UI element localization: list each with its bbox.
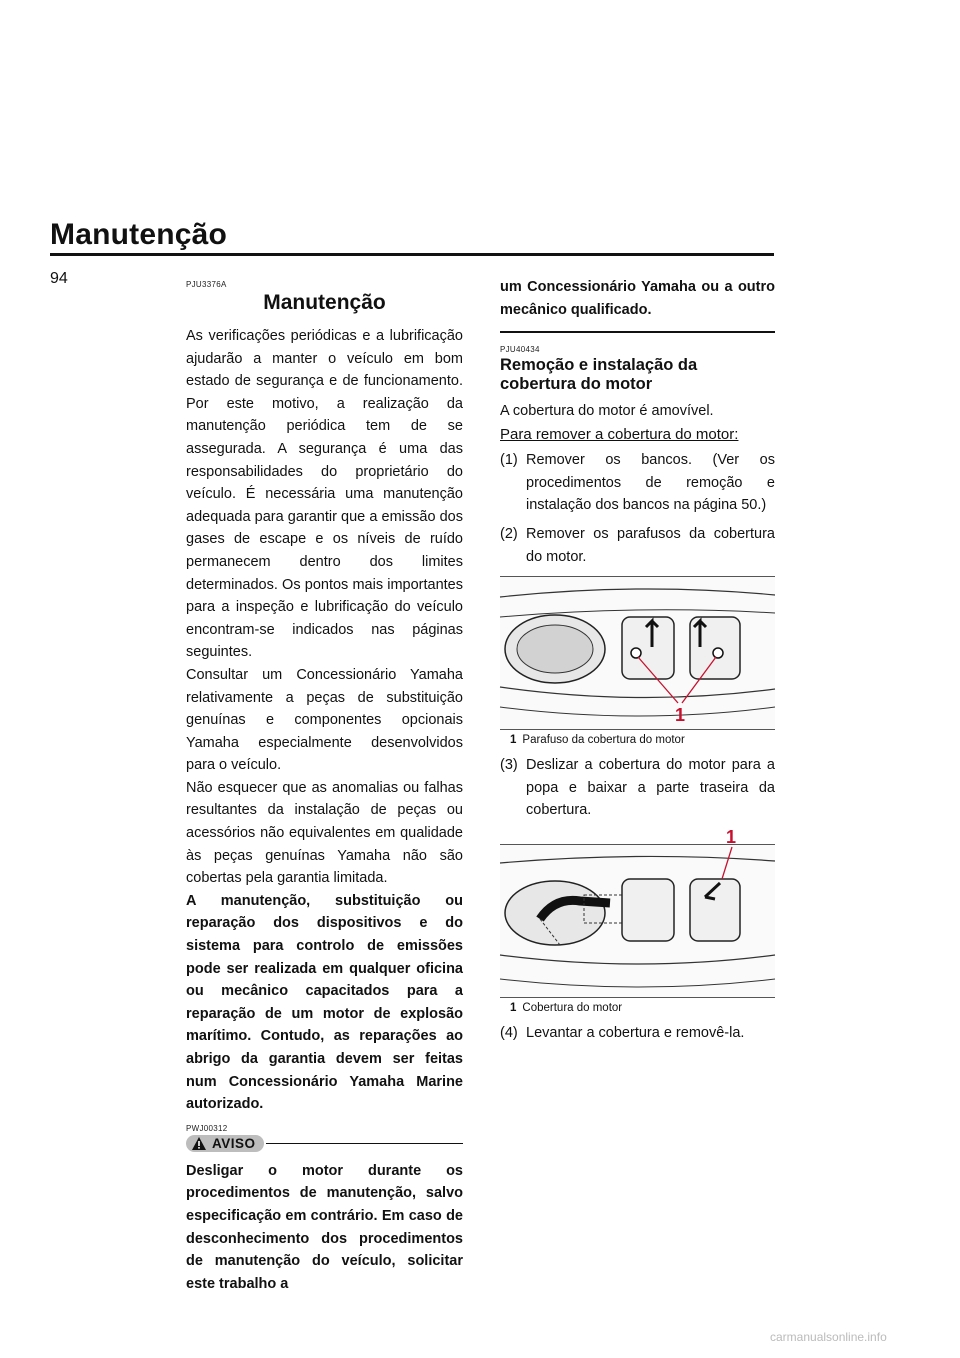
warning-text: Desligar o motor durante os procedimentos de manutenção, salvo especificação em contrário. Em caso de desconhecimento dos procedimentos de manutenção do veículo, solicitar este trabalho a <box>186 1162 463 1292</box>
step-number: (3) <box>500 757 518 774</box>
left-column <box>186 280 463 1295</box>
warning-code: PWJ00312 <box>186 1123 228 1133</box>
warning-label: AVISO <box>212 1135 256 1151</box>
header-rule <box>50 253 774 256</box>
figure-callout: 1 <box>726 827 737 848</box>
warning-rule <box>266 1143 463 1145</box>
step-text: Remover os parafusos da cobertura do motor. <box>526 526 775 565</box>
step-text: Deslizar a cobertura do motor para a popa e baixar a parte traseira da cobertura. <box>526 757 775 819</box>
figure-engine-cover-bolts <box>500 576 775 730</box>
page-number: 94 <box>50 270 68 287</box>
section-code: PJU3376A <box>186 280 227 289</box>
section-heading: Remoção e instalação da cobertura do motor <box>500 355 698 393</box>
maintenance-paragraph-bold: A manutenção, substituição ou reparação dos dispositivos e do sistema para controlo de emissões pode ser realizada em qualquer oficina ou mecânico capacitados para a reparação de um motor de explosão marítimo. Contudo, as reparações ao abrigo da garantia devem ser feitas num Concessionário Yamaha Marine autorizado. <box>186 892 463 1113</box>
caption-number: 1 <box>510 1002 517 1015</box>
intro-text: A cobertura do motor é amovível. <box>500 402 714 419</box>
subheading: Para remover a cobertura do motor: <box>500 426 739 444</box>
maintenance-paragraph-3: Não esquecer que as anomalias ou falhas resultantes da instalação de peças ou acessórios não equivalentes em qualidade às peças genuínas Yamaha não são cobertas pela garantia limitada. <box>186 779 463 887</box>
step-text: Remover os bancos. (Ver os procedimentos de remoção e instalação dos bancos na página 50.) <box>526 452 775 514</box>
step-1 <box>500 449 775 517</box>
warning-badge <box>186 1135 264 1152</box>
caption-number: 1 <box>510 734 517 747</box>
warning-text-continued: um Concessionário Yamaha ou a outro mecânico qualificado. <box>500 279 775 318</box>
warning-end-rule <box>500 331 775 333</box>
section-code: PJU40434 <box>500 344 540 354</box>
page-header-title: Manutenção <box>50 218 228 251</box>
step-text: Levantar a cobertura e removê-la. <box>526 1025 745 1042</box>
figure-caption <box>510 1002 775 1014</box>
caption-text: Cobertura do motor <box>522 1002 623 1015</box>
warning-triangle-icon <box>191 1136 207 1151</box>
maintenance-paragraph-1: As verificações periódicas e a lubrificação ajudarão a manter o veículo em bom estado de segurança e de funcionamento. Por este motivo, a realização da manutenção periódica tem de se assegurada. A segurança é uma das responsabilidades do proprietário do veículo. É necessária uma manutenção adequada para garantir que a emissão dos gases de escape e os níveis de ruído permanecem dentro dos limites determinados. Os pontos mais importantes para a inspeção e lubrificação do veículo encontram-se indicados nas páginas seguintes. <box>186 328 463 661</box>
step-4 <box>500 1022 775 1045</box>
maintenance-paragraph-2: Consultar um Concessionário Yamaha relativamente a peças de substituição genuínas e componentes opcionais Yamaha especialmente desenvolvidos para o veículo. <box>186 666 463 774</box>
watermark: carmanualsonline.info <box>770 1330 887 1344</box>
step-3 <box>500 754 775 822</box>
engine-bay-illustration <box>500 577 775 729</box>
figure-callout: 1 <box>675 705 686 726</box>
step-number: (4) <box>500 1025 518 1042</box>
figure-caption <box>510 734 775 746</box>
warning-header <box>186 1135 463 1152</box>
step-number: (1) <box>500 452 518 469</box>
caption-text: Parafuso da cobertura do motor <box>522 734 685 747</box>
step-number: (2) <box>500 526 518 543</box>
step-2 <box>500 523 775 568</box>
figure-engine-cover <box>500 827 775 998</box>
right-column <box>500 276 775 1051</box>
engine-cover-illustration <box>500 827 775 997</box>
section-heading: Manutenção <box>263 291 386 314</box>
